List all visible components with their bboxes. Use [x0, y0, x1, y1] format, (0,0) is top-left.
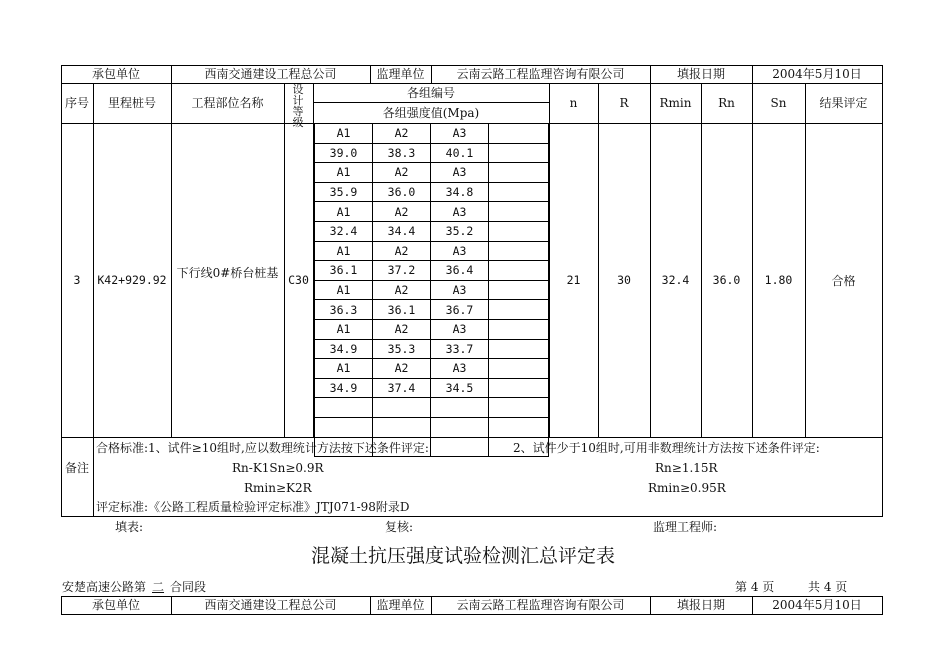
contractor-value: 西南交通建设工程总公司 — [204, 67, 337, 81]
strength-cell: 34.4 — [373, 221, 431, 241]
strength-cell-empty — [489, 378, 549, 398]
group-cell: A3 — [431, 319, 489, 339]
group-cell: A2 — [373, 163, 431, 183]
page-number: 第 4 页 — [735, 580, 775, 594]
col-group-strength: 各组强度值(Mpa) — [382, 106, 480, 120]
record-station: K42+929.92 — [97, 273, 167, 287]
group-cell-empty — [489, 163, 549, 183]
group-value-row — [315, 300, 549, 320]
col-grade: 设计等级 — [292, 83, 304, 129]
group-cell: A2 — [373, 241, 431, 261]
project-prefix: 安楚高速公路第 — [62, 580, 147, 594]
page-title: 混凝土抗压强度试验检测汇总评定表 — [311, 545, 616, 567]
strength-cell: 35.3 — [373, 339, 431, 359]
group-id-row — [315, 124, 549, 144]
empty-row — [315, 417, 549, 437]
group-cell: A2 — [373, 124, 431, 144]
remarks-line2-left: Rn-K1Sn≥0.9R — [232, 461, 324, 475]
record-seq: 3 — [73, 273, 81, 287]
strength-cell: 37.4 — [373, 378, 431, 398]
group-cell-empty — [489, 124, 549, 144]
record-rmin: 32.4 — [661, 273, 690, 287]
strength-cell: 36.4 — [431, 261, 489, 281]
col-seq: 序号 — [64, 96, 89, 110]
strength-cell: 39.0 — [315, 143, 373, 163]
strength-cell: 35.2 — [431, 221, 489, 241]
empty-row — [315, 398, 549, 418]
remarks-line1-left: 合格标准:1、试件≥10组时,应以数理统计方法按下述条件评定: — [96, 441, 429, 455]
group-value-row — [315, 339, 549, 359]
group-value-row — [315, 221, 549, 241]
col-sn: Sn — [770, 96, 787, 110]
group-id-row — [315, 202, 549, 222]
group-cell: A1 — [315, 280, 373, 300]
remarks-line4: 评定标准:《公路工程质量检验评定标准》JTJ071-98附录D — [96, 500, 410, 514]
project-section: 二 — [152, 580, 165, 594]
group-id-row — [315, 163, 549, 183]
group-cell: A3 — [431, 124, 489, 144]
strength-cell: 36.0 — [373, 182, 431, 202]
group-cell: A1 — [315, 124, 373, 144]
group-value-row — [315, 182, 549, 202]
group-cell: A1 — [315, 319, 373, 339]
group-cell-empty — [489, 202, 549, 222]
group-cell: A1 — [315, 359, 373, 379]
filler-signature: 填表: — [115, 520, 144, 534]
strength-cell: 36.3 — [315, 300, 373, 320]
strength-cell: 38.3 — [373, 143, 431, 163]
remarks-label: 备注 — [64, 461, 89, 475]
strength-cell-empty — [489, 261, 549, 281]
group-cell: A2 — [373, 359, 431, 379]
strength-cell-empty — [489, 300, 549, 320]
engineer-signature: 监理工程师: — [653, 520, 718, 534]
project-suffix: 合同段 — [170, 580, 207, 594]
group-cell: A3 — [431, 202, 489, 222]
group-cell: A3 — [431, 359, 489, 379]
col-n: n — [569, 96, 578, 110]
strength-cell: 34.8 — [431, 182, 489, 202]
col-rn: Rn — [718, 96, 735, 110]
record-part-name: 下行线0#桥台桩基 — [176, 266, 279, 280]
record-grade: C30 — [288, 273, 309, 287]
record-r: 30 — [617, 273, 631, 287]
group-grid — [314, 123, 549, 457]
col-part-name: 工程部位名称 — [191, 96, 264, 110]
strength-cell-empty — [489, 339, 549, 359]
strength-cell: 35.9 — [315, 182, 373, 202]
group-cell: A1 — [315, 241, 373, 261]
group-cell-empty — [489, 280, 549, 300]
col-result: 结果评定 — [819, 96, 868, 110]
date-label: 填报日期 — [676, 598, 725, 612]
group-cell: A2 — [373, 280, 431, 300]
contractor-label: 承包单位 — [91, 598, 140, 612]
supervisor-value: 云南云路工程监理咨询有限公司 — [456, 598, 625, 612]
group-cell: A3 — [431, 163, 489, 183]
strength-cell: 36.1 — [373, 300, 431, 320]
strength-cell: 33.7 — [431, 339, 489, 359]
group-id-row — [315, 319, 549, 339]
contractor-label: 承包单位 — [91, 67, 140, 81]
strength-cell-empty — [489, 143, 549, 163]
group-value-row — [315, 378, 549, 398]
group-id-row — [315, 241, 549, 261]
strength-cell: 34.9 — [315, 339, 373, 359]
record-sn: 1.80 — [764, 273, 793, 287]
col-rmin: Rmin — [659, 96, 692, 110]
strength-cell: 34.5 — [431, 378, 489, 398]
group-cell: A2 — [373, 319, 431, 339]
strength-cell: 36.7 — [431, 300, 489, 320]
date-value: 2004年5月10日 — [772, 67, 862, 81]
strength-cell: 37.2 — [373, 261, 431, 281]
col-group-id: 各组编号 — [406, 86, 455, 100]
group-cell-empty — [489, 241, 549, 261]
group-value-row — [315, 261, 549, 281]
remarks-line3-left: Rmin≥K2R — [244, 481, 312, 495]
strength-cell-empty — [489, 182, 549, 202]
col-r: R — [619, 96, 629, 110]
group-cell: A1 — [315, 202, 373, 222]
group-cell: A2 — [373, 202, 431, 222]
group-id-row — [315, 359, 549, 379]
group-id-row — [315, 280, 549, 300]
col-station: 里程桩号 — [107, 96, 156, 110]
supervisor-value: 云南云路工程监理咨询有限公司 — [456, 67, 625, 81]
strength-cell: 36.1 — [315, 261, 373, 281]
supervisor-label: 监理单位 — [376, 67, 425, 81]
contractor-value: 西南交通建设工程总公司 — [204, 598, 337, 612]
date-value: 2004年5月10日 — [772, 598, 862, 612]
remarks-line3-right: Rmin≥0.95R — [648, 481, 726, 495]
group-cell: A3 — [431, 241, 489, 261]
record-rn: 36.0 — [712, 273, 741, 287]
group-cell: A1 — [315, 163, 373, 183]
group-cell: A3 — [431, 280, 489, 300]
strength-cell: 40.1 — [431, 143, 489, 163]
remarks-line2-right: Rn≥1.15R — [655, 461, 718, 475]
strength-cell-empty — [489, 221, 549, 241]
group-cell-empty — [489, 359, 549, 379]
page-total: 共 4 页 — [808, 580, 848, 594]
project-name — [62, 581, 206, 593]
record-n: 21 — [566, 273, 581, 287]
supervisor-label: 监理单位 — [376, 598, 425, 612]
record-result: 合格 — [831, 274, 856, 288]
remarks-line1-right: 2、试件少于10组时,可用非数理统计方法按下述条件评定: — [513, 441, 820, 455]
group-value-row — [315, 143, 549, 163]
date-label: 填报日期 — [676, 67, 725, 81]
strength-cell: 32.4 — [315, 221, 373, 241]
strength-cell: 34.9 — [315, 378, 373, 398]
reviewer-signature: 复核: — [385, 520, 414, 534]
group-cell-empty — [489, 319, 549, 339]
